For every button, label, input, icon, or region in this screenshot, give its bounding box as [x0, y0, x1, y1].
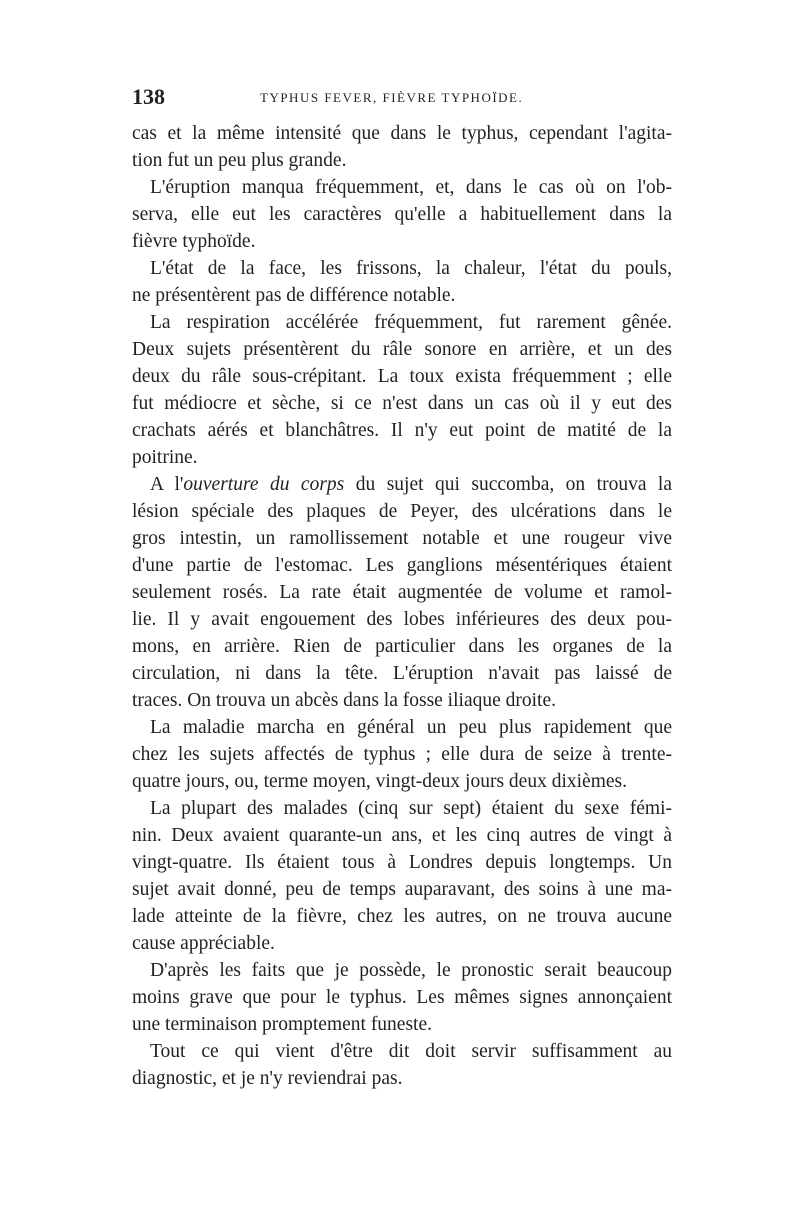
- text-line: L'état de la face, les frissons, la chaleur, l'état du pouls,: [150, 258, 672, 279]
- running-title: TYPHUS FEVER, FIÈVRE TYPHOÏDE.: [260, 90, 524, 105]
- text-line: L'éruption manqua fréquemment, et, dans le cas où on l'ob-: [150, 177, 672, 198]
- text-line: La plupart des malades (cinq sur sept) étaient du sexe fémi-: [150, 798, 672, 819]
- text-line: d'une partie de l'estomac. Les ganglions mésentériques étaient: [132, 555, 672, 576]
- italic-phrase: ouverture du corps: [183, 474, 345, 495]
- text-line: circulation, ni dans la tête. L'éruption n'avait pas laissé de: [132, 663, 672, 684]
- body-text: [132, 120, 672, 1092]
- text-line: diagnostic, et je n'y reviendrai pas.: [132, 1068, 403, 1089]
- text-line: vingt-quatre. Ils étaient tous à Londres depuis longtemps. Un: [132, 852, 672, 873]
- text-line: La maladie marcha en général un peu plus rapidement que: [150, 717, 672, 738]
- text-line: mons, en arrière. Rien de particulier dans les organes de la: [132, 636, 672, 657]
- text-line: poitrine.: [132, 447, 198, 468]
- text-line: traces. On trouva un abcès dans la fosse iliaque droite.: [132, 690, 556, 711]
- page-header: [132, 84, 672, 114]
- text-line: gros intestin, un ramollissement notable et une rougeur vive: [132, 528, 672, 549]
- text-line: tion fut un peu plus grande.: [132, 150, 347, 171]
- text-line: moins grave que pour le typhus. Les mêmes signes annonçaient: [132, 987, 672, 1008]
- text-line: Deux sujets présentèrent du râle sonore en arrière, et un des: [132, 339, 672, 360]
- text-line: La respiration accélérée fréquemment, fut rarement gênée.: [150, 312, 672, 333]
- text-line: seulement rosés. La rate était augmentée de volume et ramol-: [132, 582, 672, 603]
- text-line: fut médiocre et sèche, si ce n'est dans un cas où il y eut des: [132, 393, 672, 414]
- text-line: nin. Deux avaient quarante-un ans, et les cinq autres de vingt à: [132, 825, 672, 846]
- text-line: lésion spéciale des plaques de Peyer, des ulcérations dans le: [132, 501, 672, 522]
- text-line: ne présentèrent pas de différence notable.: [132, 285, 456, 306]
- text-line: une terminaison promptement funeste.: [132, 1014, 433, 1035]
- text-line: deux du râle sous-crépitant. La toux exista fréquemment ; elle: [132, 366, 672, 387]
- text-line: lie. Il y avait engouement des lobes inférieures des deux pou-: [132, 609, 672, 630]
- text-segment: A l': [150, 474, 184, 495]
- text-line: lade atteinte de la fièvre, chez les autres, on ne trouva aucune: [132, 906, 672, 927]
- text-line: cas et la même intensité que dans le typhus, cependant l'agita-: [132, 123, 672, 144]
- page-number: 138: [132, 84, 165, 109]
- text-line: chez les sujets affectés de typhus ; elle dura de seize à trente-: [132, 744, 672, 765]
- text-line: fièvre typhoïde.: [132, 231, 256, 252]
- text-line: D'après les faits que je possède, le pronostic serait beaucoup: [150, 960, 672, 981]
- text-line: cause appréciable.: [132, 933, 275, 954]
- text-line: serva, elle eut les caractères qu'elle a habituellement dans la: [132, 204, 672, 225]
- text-line: [132, 471, 672, 498]
- text-segment: du sujet qui succomba, on trouva la: [344, 474, 673, 495]
- text-line: Tout ce qui vient d'être dit doit servir suffisamment au: [150, 1041, 672, 1062]
- text-line: crachats aérés et blanchâtres. Il n'y eut point de matité de la: [132, 420, 672, 441]
- text-line: quatre jours, ou, terme moyen, vingt-deux jours deux dixièmes.: [132, 771, 627, 792]
- text-line: sujet avait donné, peu de temps auparavant, des soins à une ma-: [132, 879, 672, 900]
